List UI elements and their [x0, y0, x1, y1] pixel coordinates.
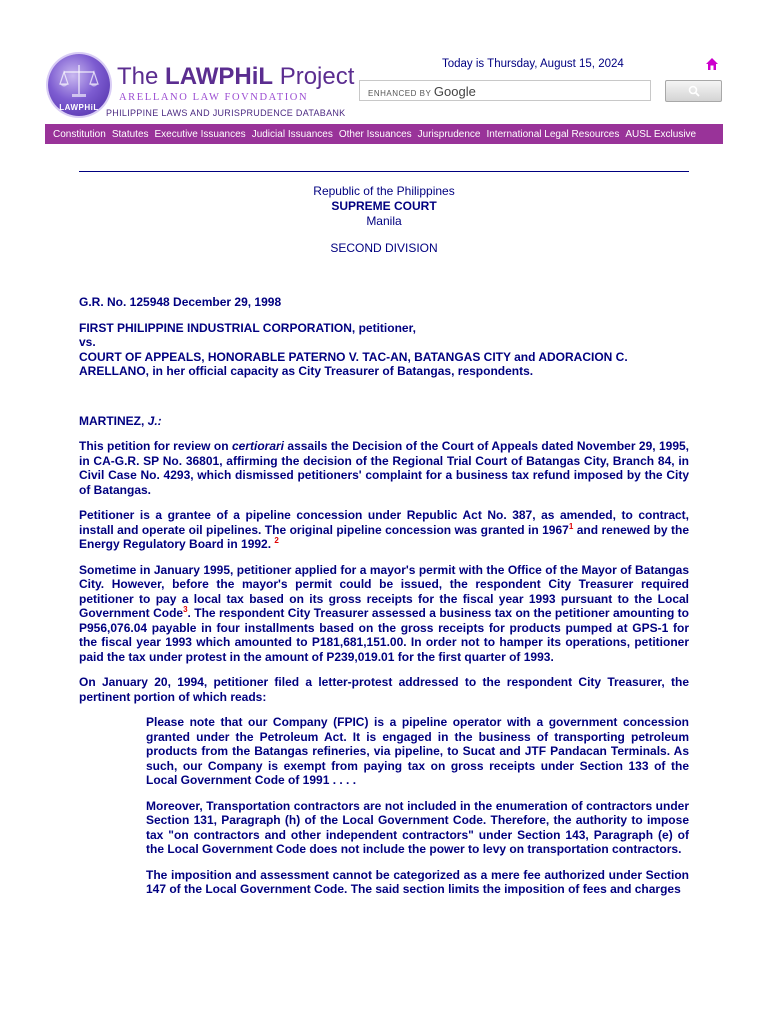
p2-text-a: Petitioner is a grantee of a pipeline concession under Republic Act No. 387, as amended, to contract, install and operate oil pipelines. The original pipeline concession was granted in 1967: [79, 508, 689, 537]
nav-item-jurisprudence[interactable]: Jurisprudence: [417, 128, 481, 140]
footnote-link-1[interactable]: 1: [568, 521, 574, 531]
site-tagline: PHILIPPINE LAWS AND JURISPRUDENCE DATABANK: [106, 108, 346, 118]
nav-item-statutes[interactable]: Statutes: [111, 128, 149, 140]
site-title-brand: LAWPHiL: [165, 63, 274, 90]
search-field[interactable]: [359, 80, 651, 101]
footnote-link-3[interactable]: 3: [183, 605, 188, 614]
main-nav: [45, 124, 723, 144]
nav-item-judicial-issuances[interactable]: Judicial Issuances: [251, 128, 333, 140]
header-divider: [79, 171, 689, 172]
ponente-title: J.:: [147, 413, 162, 428]
ponente: [79, 414, 689, 429]
site-header: [0, 0, 768, 150]
search-brand-prefix: ENHANCED BY: [368, 89, 432, 98]
case-number: G.R. No. 125948 December 29, 1998: [79, 295, 282, 309]
court-header: [79, 184, 689, 256]
versus: vs.: [79, 335, 96, 349]
court-name: SUPREME COURT: [331, 199, 437, 213]
site-subtitle: ARELLANO LAW FOVNDATION: [119, 92, 309, 103]
p1-text-b: assails the Decision of the Court of Appeals dated November 29, 1995, in CA-G.R. SP No. 36801, affirming the decision of the Regional Trial Court of Batangas City, Branch 84, in Civil Case No. 4293, which dismissed petitioners' complaint for a business tax refund imposed by the City of Batangas.: [79, 439, 690, 497]
quote-paragraph-1: Please note that our Company (FPIC) is a pipeline operator with a government concession granted under the Petroleum Act. It is engaged in the business of transporting petroleum products from the Batangas refineries, via pipeline, to Sucat and JTF Pandacan Terminals. As such, our Company is exempt from paying tax on gross receipts under Section 133 of the Local Government Code of 1991 . . . .: [146, 715, 689, 787]
petitioner: FIRST PHILIPPINE INDUSTRIAL CORPORATION, petitioner,: [79, 320, 416, 335]
today-date: Today is Thursday, August 15, 2024: [442, 58, 624, 70]
nav-item-international-legal-resources[interactable]: International Legal Resources: [486, 128, 620, 140]
division-label: SECOND DIVISION: [330, 241, 438, 255]
logo-badge-text: LAWPHiL: [59, 103, 99, 112]
decision-body: [79, 295, 689, 897]
p1-emphasis: certiorari: [231, 439, 284, 453]
nav-item-constitution[interactable]: Constitution: [53, 128, 106, 140]
lawphil-logo-icon[interactable]: [48, 54, 110, 116]
paragraph-1: [79, 439, 689, 497]
paragraph-2: [79, 508, 689, 552]
paragraph-4: On January 20, 1994, petitioner filed a letter-protest addressed to the respondent City Treasurer, the pertinent portion of which reads:: [79, 675, 689, 704]
p3-text-b: . The respondent City Treasurer assessed a business tax on the petitioner amounting to P956,076.04 payable in four installments based on the gross receipts for products pumped at GPS-1 for the fiscal year 1993 which amounted to P181,681,151.00. In order not to hamper its operations, petitioner paid the tax under protest in the amount of P239,019.01 for the first quarter of 1993.: [79, 606, 689, 664]
quote-paragraph-2: Moreover, Transportation contractors are not included in the enumeration of contractors under Section 131, Paragraph (h) of the Local Government Code. Therefore, the authority to impose tax "on contractors and other independent contractors" under Section 143, Paragraph (e) of the Local Government Code does not include the power to levy on transportation contractors.: [146, 798, 689, 856]
paragraph-3: [79, 563, 689, 665]
p2-text-b: and renewed by the Energy Regulatory Board in 1992.: [79, 522, 690, 551]
nav-item-ausl-exclusive[interactable]: AUSL Exclusive: [625, 128, 697, 140]
site-title-suffix: Project: [273, 63, 355, 90]
footnote-link-2[interactable]: 2: [274, 536, 279, 545]
scales-of-justice-icon: [58, 62, 100, 100]
search-icon: [688, 85, 700, 97]
court-city: Manila: [366, 214, 402, 228]
republic-label: Republic of the Philippines: [313, 184, 455, 198]
site-title-prefix: The: [117, 63, 166, 90]
respondents: COURT OF APPEALS, HONORABLE PATERNO V. TAC-AN, BATANGAS CITY and ADORACION C. ARELLANO, in her official capacity as City Treasurer of Batangas, respondents.: [79, 349, 628, 378]
quote-paragraph-3: The imposition and assessment cannot be categorized as a mere fee authorized under Section 147 of the Local Government Code. The said section limits the imposition of fees and charges: [146, 867, 689, 896]
p1-text-a: This petition for review on: [79, 439, 232, 453]
nav-item-other-issuances[interactable]: Other Issuances: [338, 128, 412, 140]
google-logo: Google: [433, 84, 476, 99]
ponente-name: MARTINEZ,: [79, 413, 148, 428]
p3-text-a: Sometime in January 1995, petitioner applied for a mayor's permit with the Office of the Mayor of Batangas City. However, before the mayor's permit could be issued, the respondent City Treasurer required petitioner to pay a local tax based on its gross receipts for the fiscal year 1993 pursuant to the Local Government Code: [79, 562, 689, 620]
search-input[interactable]: [360, 81, 650, 100]
nav-item-executive-issuances[interactable]: Executive Issuances: [154, 128, 246, 140]
site-title[interactable]: [117, 63, 354, 91]
search-button[interactable]: [665, 80, 722, 102]
home-icon[interactable]: [705, 57, 719, 71]
